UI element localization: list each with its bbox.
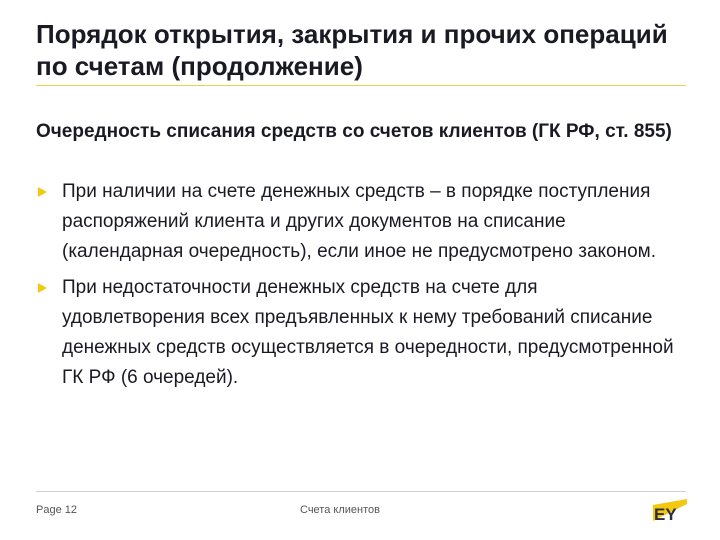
page-number: Page 12 xyxy=(36,504,77,516)
ey-logo xyxy=(653,499,687,521)
triangle-right-icon xyxy=(38,283,47,293)
bullet-item xyxy=(36,177,676,267)
slide-title: Порядок открытия, закрытия и прочих операций по счетам (продолжение) xyxy=(36,19,668,81)
footer-section-label: Счета клиентов xyxy=(300,504,380,516)
triangle-right-icon xyxy=(38,187,47,197)
svg-text:EY: EY xyxy=(654,505,677,521)
bullet-text: При недостаточности денежных средств на счете для удовлетворения всех предъявленных к нему требований списание денежных средств осуществляется в очередности, предусмотренной ГК РФ (6 очередей). xyxy=(62,277,674,388)
bullet-list xyxy=(36,177,676,399)
bullet-text: При наличии на счете денежных средств – в порядке поступления распоряжений клиента и других документов на списание (календарная очередность), если иное не предусмотрено законом. xyxy=(62,181,657,262)
bullet-item xyxy=(36,273,676,393)
section-subheading: Очередность списания средств со счетов клиентов (ГК РФ, ст. 855) xyxy=(36,121,672,142)
footer-divider xyxy=(36,491,686,492)
title-divider xyxy=(36,85,686,86)
